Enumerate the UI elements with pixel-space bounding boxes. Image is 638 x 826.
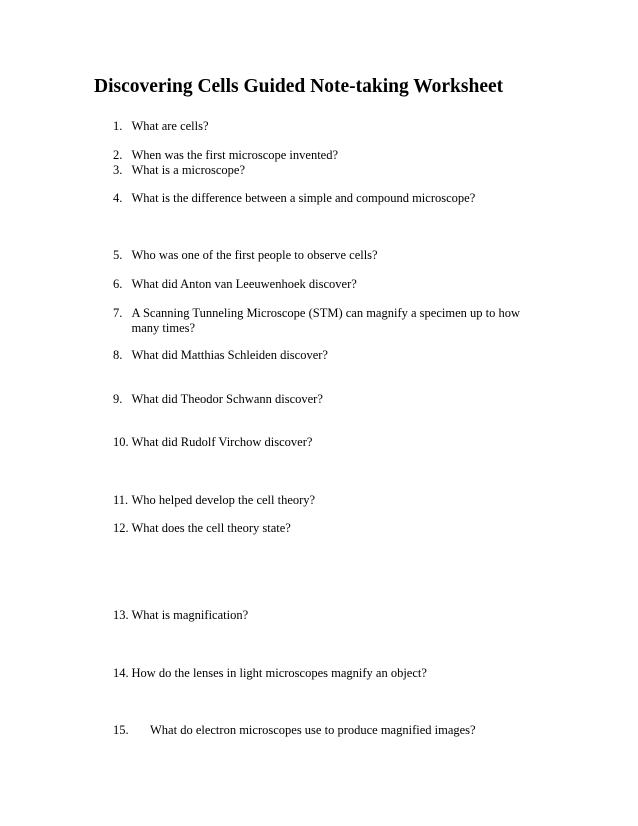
- question-13: [113, 608, 543, 623]
- question-3: [113, 163, 543, 178]
- question-number: 3.: [113, 163, 123, 177]
- question-text: When was the first microscope invented?: [131, 148, 339, 162]
- question-text: What did Anton van Leeuwenhoek discover?: [131, 277, 357, 291]
- question-number: 7.: [113, 306, 123, 320]
- question-text: What does the cell theory state?: [131, 521, 291, 535]
- question-text: What is a microscope?: [131, 163, 245, 177]
- question-8: [113, 348, 543, 363]
- question-number: 15.: [113, 723, 129, 737]
- question-text: Who was one of the first people to observe cells?: [131, 248, 378, 262]
- question-number: 9.: [113, 392, 123, 406]
- question-number: 12.: [113, 521, 129, 535]
- worksheet-title: Discovering Cells Guided Note-taking Worksheet: [94, 76, 504, 97]
- question-text: What is magnification?: [131, 608, 249, 622]
- question-14: [113, 666, 543, 681]
- question-text: A Scanning Tunneling Microscope (STM) can magnify a specimen up to how many times?: [131, 306, 520, 335]
- question-number: 8.: [113, 348, 123, 362]
- question-1: [113, 119, 543, 134]
- question-number: 2.: [113, 148, 123, 162]
- question-text: What is the difference between a simple and compound microscope?: [131, 191, 476, 205]
- question-text: How do the lenses in light microscopes magnify an object?: [131, 666, 427, 680]
- question-number: 4.: [113, 191, 123, 205]
- question-9: [113, 392, 543, 407]
- question-15: [113, 723, 543, 738]
- question-text: Who helped develop the cell theory?: [131, 493, 316, 507]
- question-number: 13.: [113, 608, 129, 622]
- question-text: What did Matthias Schleiden discover?: [131, 348, 328, 362]
- question-number: 6.: [113, 277, 123, 291]
- question-text: What are cells?: [131, 119, 209, 133]
- question-7: [113, 306, 543, 336]
- question-text: What do electron microscopes use to produce magnified images?: [150, 723, 476, 737]
- question-number: 11.: [113, 493, 129, 507]
- question-text: What did Rudolf Virchow discover?: [131, 435, 313, 449]
- question-10: [113, 435, 543, 450]
- question-number: 5.: [113, 248, 123, 262]
- question-5: [113, 248, 543, 263]
- question-number: 10.: [113, 435, 129, 449]
- question-number: 1.: [113, 119, 123, 133]
- question-6: [113, 277, 543, 292]
- question-number: 14.: [113, 666, 129, 680]
- question-text: What did Theodor Schwann discover?: [131, 392, 323, 406]
- question-11: [113, 493, 543, 508]
- question-4: [113, 191, 543, 206]
- question-12: [113, 521, 543, 536]
- question-2: [113, 148, 543, 163]
